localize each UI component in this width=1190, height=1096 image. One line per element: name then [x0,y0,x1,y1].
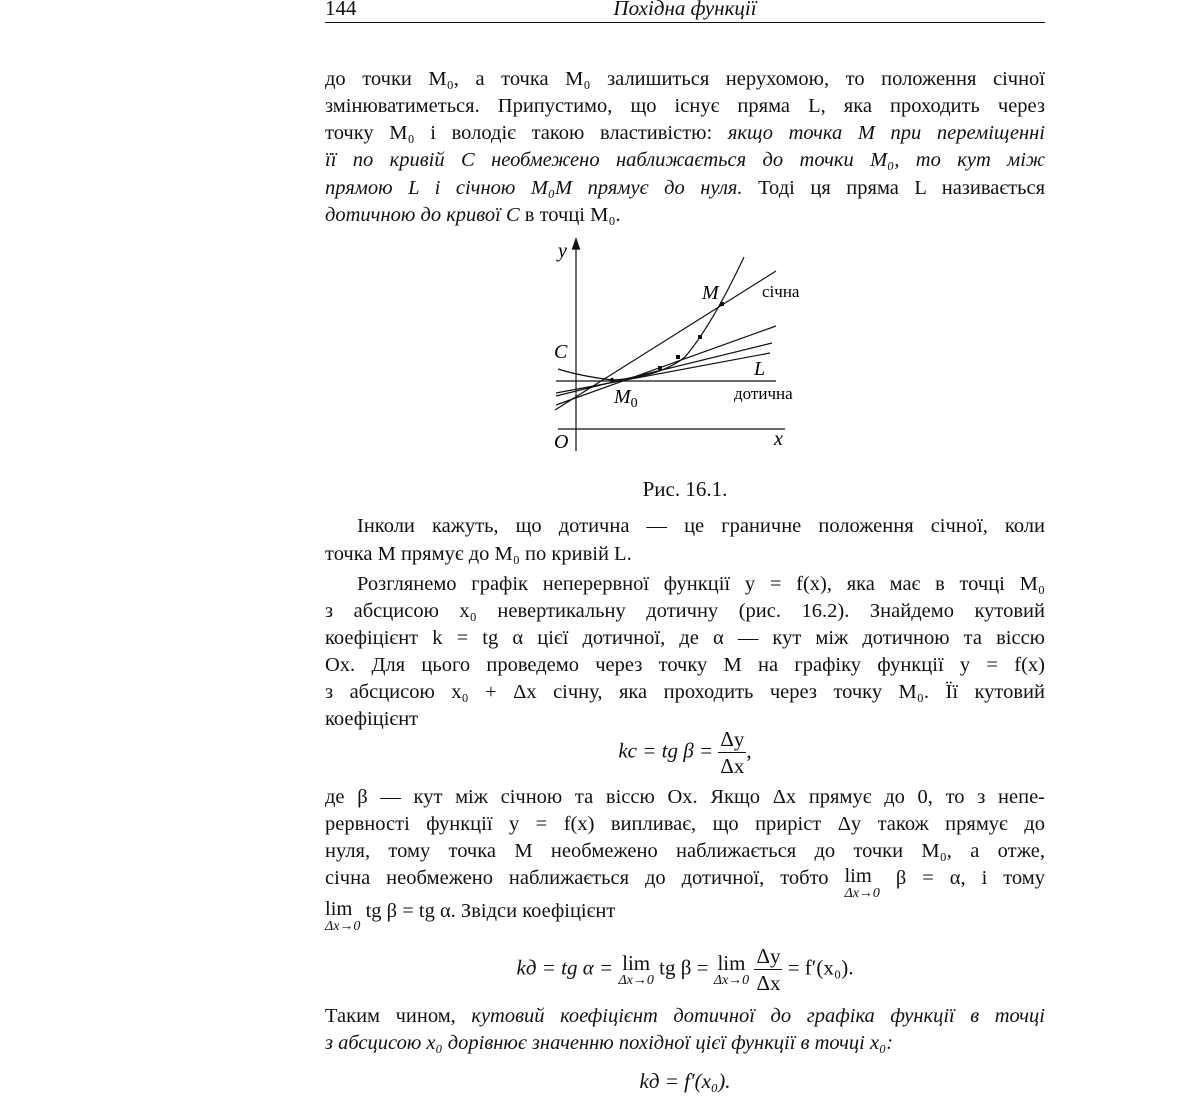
formula-tangent-slope [325,943,1045,996]
point-label-m0: $M_0$ [614,386,638,411]
text-run: січна необмежено наближається до дотичної, тобто [325,867,845,889]
lim-word: lim [844,865,872,887]
curve-label-c: C [554,341,568,363]
lim-subscript: Δx→0 [618,972,654,988]
curve-c [558,257,744,380]
page-header [325,0,1045,23]
formula-part: = f′(x₀). [782,955,854,980]
text-line [325,202,1045,228]
text-line: з абсцисою x₀ + Δx січну, яка проходить через точку M₀. Її кутовий [325,681,1045,703]
y-axis-arrow [573,239,580,249]
fraction-denominator: Δx [720,754,745,778]
text-line: змінюватиметься. Припустимо, що існує пряма L, яка проходить через [325,95,1045,117]
secant-point [698,335,702,339]
lim-word: lim [622,950,651,975]
point-label-m: M [702,282,719,304]
formula-derivative: kд = f′(x₀). [639,1069,731,1093]
text-line: де β — кут між січною та віссю Ox. Якщо Δx прямує до 0, то з непе- [325,786,1045,808]
text-line [325,865,1045,901]
text-line: точка M прямує до M₀ по кривій L. [325,543,632,565]
fraction-numerator: Δy [756,944,781,968]
text-line: Інколи кажуть, що дотична — це граничне положення січної, коли [357,515,1045,537]
page-number: 144 [325,0,357,20]
italic-definition: якщо точка M при переміщенні [727,122,1046,144]
fraction-numerator: Δy [720,727,745,751]
lim-subscript: Δx→0 [325,919,361,934]
text-line: з абсцисою x₀ дорівнює значенню похідної цієї функції в точці x₀: [325,1032,894,1054]
text-line: до точки M₀, а точка M₀ залишиться нерухомою, то положення січної [325,68,1045,90]
text-line [325,1003,1045,1029]
limit-operator [844,865,879,901]
lim-word: lim [717,950,746,975]
secant-point [658,366,662,370]
fraction [754,943,782,996]
limit-operator [714,952,749,988]
limit-operator [618,952,653,988]
tangent-label: дотична [734,384,793,403]
formula-part: tg β = [653,955,714,980]
lim-word: lim [325,898,353,920]
text-run: точку M₀ і володіє такою властивістю: [325,122,728,144]
text-line: нуля, тому точка M необмежено наближається до точки M₀, а отже, [325,840,1045,862]
text-run: в точці M₀. [519,204,621,226]
origin-label: O [554,431,569,453]
x-axis-label: x [774,428,783,450]
italic-statement: кутовий коефіцієнт дотичної до графіка функції в точці [471,1005,1045,1027]
text-run: Тоді ця пряма L називається [742,177,1045,199]
formula-part: kд = tg α = [516,955,619,980]
text-line: Розглянемо графік неперервної функції y = f(x), яка має в точці M₀ [357,573,1045,595]
fraction [718,726,746,779]
line-label-l: L [754,358,766,380]
secant-label: січна [762,282,800,301]
fraction-denominator: Δx [756,971,781,995]
point-m0-dot [610,378,614,382]
text-run: tg β = tg α. Звідси коефіцієнт [360,900,616,922]
text-line [325,175,1045,201]
text-run: β = α, і тому [879,867,1045,889]
text-line: коефіцієнт [325,708,419,730]
secant-point [676,355,680,359]
text-line: її по кривій C необмежено наближається до точки M₀, то кут між [325,149,1045,171]
lim-subscript: Δx→0 [713,972,750,988]
text-line: рервності функції y = f(x) випливає, що приріст Δy також прямує до [325,813,1045,835]
formula-tail: , [746,738,752,763]
point-m-dot [720,302,724,306]
italic-term: дотичною до кривої C [325,204,520,226]
text-line [325,120,1045,146]
formula-lhs: kс = tg β = [618,738,719,763]
y-axis-label: y [558,240,567,262]
text-run: Таким чином, [325,1005,472,1027]
tangent-secant-figure [540,233,830,458]
formula-secant-slope [325,726,1045,779]
text-line: Ox. Для цього проведемо через точку M на графіку функції y = f(x) [325,654,1045,676]
running-title: Похідна функції [613,0,757,20]
text-line: з абсцисою x₀ невертикальну дотичну (рис. 16.2). Знайдемо кутовий [325,600,1045,622]
text-line [325,898,1045,934]
lim-subscript: Δx→0 [844,886,880,901]
text-line: коефіцієнт k = tg α цієї дотичної, де α — кут між дотичною та віссю [325,627,1045,649]
italic-definition: прямою L і січною M₀M прямує до нуля. [325,177,743,199]
figure-caption: Рис. 16.1. [642,477,728,501]
limit-operator [325,898,360,934]
